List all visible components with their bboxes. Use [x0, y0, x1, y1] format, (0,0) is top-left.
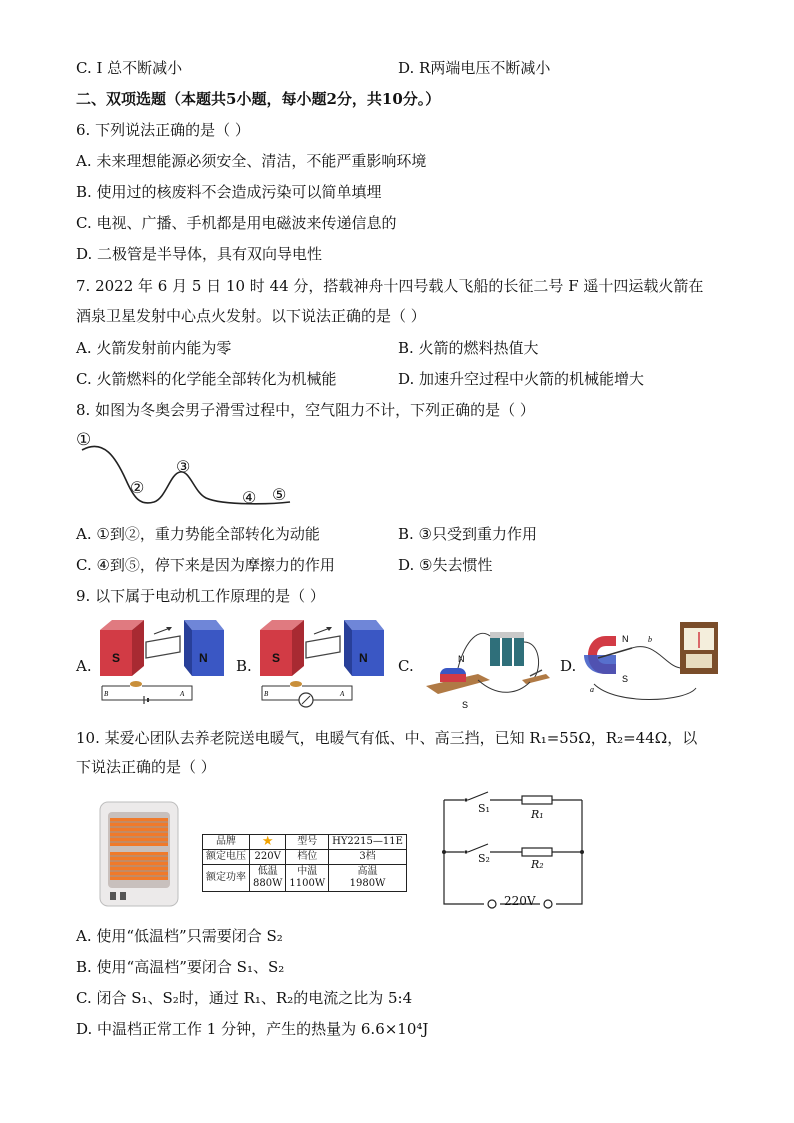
low-value: 880W	[253, 878, 283, 889]
heater-illustration	[96, 796, 186, 914]
supply-voltage-label: 220V	[504, 894, 536, 908]
voltage-label: 额定电压	[203, 850, 250, 865]
q7-option-d: D. 加速升空过程中火箭的机械能增大	[398, 370, 645, 388]
q9-option-d-label: D.	[560, 657, 577, 675]
mid-value: 1100W	[289, 878, 326, 889]
galvanometer-diagram-d	[576, 618, 726, 710]
section-heading: 二、双项选题（本题共5小题，每小题2分，共10分。）	[76, 90, 441, 108]
svg-text:N: N	[622, 634, 629, 644]
q8-option-b: B. ③只受到重力作用	[398, 525, 538, 543]
switch-s2-label: S₂	[478, 852, 490, 865]
q10-option-d: D. 中温档正常工作 1 分钟，产生的热量为 6.6×10⁴J	[76, 1020, 429, 1038]
voltage-value: 220V	[250, 850, 286, 865]
model-value: HY2215—11E	[329, 835, 407, 850]
svg-text:N: N	[458, 654, 465, 664]
magnet-circuit-diagram-c	[418, 618, 552, 710]
svg-text:S: S	[272, 651, 281, 665]
resistor-r2-label: R₂	[531, 858, 544, 871]
point-2-label: ②	[130, 478, 145, 497]
svg-text:S: S	[462, 700, 469, 710]
q6-option-c: C. 电视、广播、手机都是用电磁波来传递信息的	[76, 214, 397, 232]
motor-diagram-a	[92, 616, 228, 708]
spec-table	[202, 834, 407, 892]
svg-text:B: B	[104, 690, 109, 698]
q9-stem: 9. 以下属于电动机工作原理的是（ ）	[76, 587, 325, 605]
q7-option-c: C. 火箭燃料的化学能全部转化为机械能	[76, 370, 337, 388]
q9-option-b-label: B.	[236, 657, 252, 675]
q8-option-a: A. ①到②，重力势能全部转化为动能	[76, 525, 320, 543]
switch-s1-label: S₁	[478, 802, 490, 815]
svg-text:b: b	[648, 635, 652, 644]
mid-label: 中温	[297, 866, 318, 877]
svg-text:A: A	[340, 690, 345, 698]
high-label: 高温	[357, 866, 378, 877]
generator-diagram-b	[252, 616, 388, 708]
svg-text:A: A	[180, 690, 185, 698]
point-5-label: ⑤	[272, 485, 287, 504]
q10-option-b: B. 使用“高温档”要闭合 S₁、S₂	[76, 958, 285, 976]
q7-option-b: B. 火箭的燃料热值大	[398, 339, 539, 357]
q10-stem-line2: 下说法正确的是（ ）	[76, 758, 216, 776]
low-power-cell	[250, 865, 286, 892]
q7-stem-line2: 酒泉卫星发射中心点火发射。以下说法正确的是（ ）	[76, 307, 426, 325]
q8-option-c: C. ④到⑤，停下来是因为摩擦力的作用	[76, 556, 335, 574]
q9-option-a-label: A.	[76, 657, 92, 675]
q9-option-c-label: C.	[398, 657, 414, 675]
gear-value: 3档	[329, 850, 407, 865]
svg-text:N: N	[199, 651, 208, 665]
q6-option-d: D. 二极管是半导体，具有双向导电性	[76, 245, 323, 263]
q7-stem-line1: 7. 2022 年 6 月 5 日 10 时 44 分，搭载神舟十四号载人飞船的长征二号 F 遥十四运载火箭在	[76, 277, 704, 295]
q6-option-a: A. 未来理想能源必须安全、清洁，不能严重影响环境	[76, 152, 427, 170]
q6-option-b: B. 使用过的核废料不会造成污染可以简单填埋	[76, 183, 382, 201]
star-icon: ★	[250, 835, 286, 850]
q5-option-c: C. I 总不断减小	[76, 59, 183, 77]
brand-label: 品牌	[203, 835, 250, 850]
svg-text:S: S	[622, 674, 629, 684]
q10-option-c: C. 闭合 S₁、S₂时，通过 R₁、R₂的电流之比为 5:4	[76, 989, 413, 1007]
point-4-label: ④	[242, 488, 257, 507]
gear-label: 档位	[286, 850, 329, 865]
power-label: 额定功率	[203, 865, 250, 892]
point-1-label: ①	[76, 430, 92, 450]
q8-option-d: D. ⑤失去惯性	[398, 556, 493, 574]
svg-text:N: N	[359, 651, 368, 665]
mid-power-cell	[286, 865, 329, 892]
q10-stem-line1: 10. 某爱心团队去养老院送电暖气，电暖气有低、中、高三挡，已知 R₁=55Ω，R₂=44Ω，以	[76, 729, 698, 747]
q5-option-d: D. R两端电压不断减小	[398, 59, 551, 77]
resistor-r1-label: R₁	[531, 808, 544, 821]
q8-stem: 8. 如图为冬奥会男子滑雪过程中，空气阻力不计，下列正确的是（ ）	[76, 401, 535, 419]
high-value: 1980W	[349, 878, 386, 889]
point-3-label: ③	[176, 457, 191, 476]
q7-option-a: A. 火箭发射前内能为零	[76, 339, 232, 357]
low-label: 低温	[257, 866, 278, 877]
svg-text:a: a	[590, 685, 594, 694]
model-label: 型号	[286, 835, 329, 850]
svg-text:S: S	[112, 651, 121, 665]
q10-option-a: A. 使用“低温档”只需要闭合 S₂	[76, 927, 283, 945]
svg-text:B: B	[264, 690, 269, 698]
q6-stem: 6. 下列说法正确的是（ ）	[76, 121, 250, 139]
high-power-cell	[329, 865, 407, 892]
